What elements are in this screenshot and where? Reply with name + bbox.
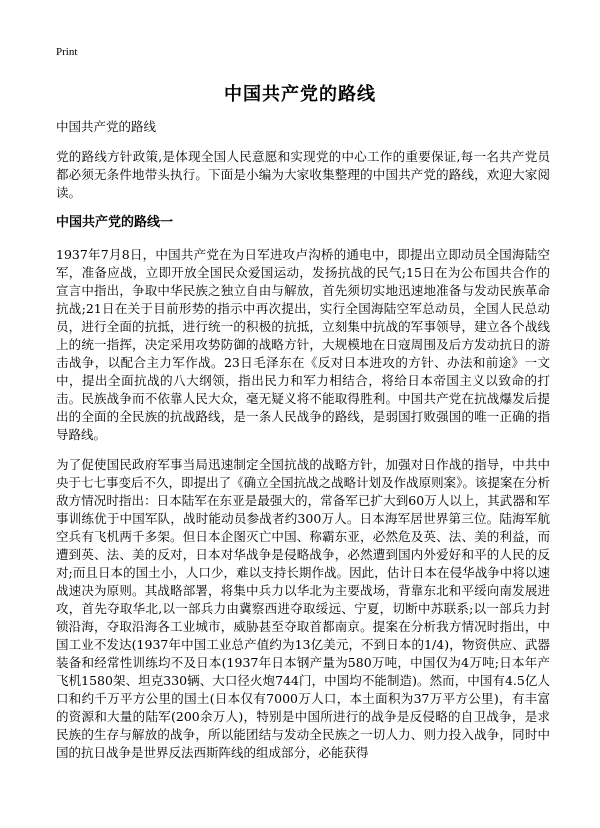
body-paragraph-1: 1937年7月8日，中国共产党在为日军进攻卢沟桥的通电中，即提出立即动员全国海陆空军，准备应战，立即开放全国民众爱国运动，发扬抗战的民气;15日在为公布国共合作的宣言中指出，争取中华民族之独立自由与解放，首先须切实地迅速地准备与发动民族革命抗战;21日在关于目前形势的指示中再次提出，实行全国海陆空军总动员，全国人民总动员，进行全面的抗抵，进行统一的积极的抗抵，立刻集中抗战的军事领导，建立各个战线上的统一指挥，决定采用攻势防御的战略方针，大规模地在日寇周围及后方发动抗日的游击战争，以配合主力军作战。23日毛泽东在《反对日本进攻的方针、办法和前途》一文中，提出全面抗战的八大纲领，指出民力和军力相结合，将给日本帝国主义以致命的打击。民族战争而不依靠人民大众，毫无疑义将不能取得胜利。中国共产党在抗战爆发后提出的全面的全民族的抗战路线，是一条人民战争的路线，是弱国打败强国的唯一正确的指导路线。 [56,247,550,442]
document-body [56,118,550,774]
page-title: 中国共产党的路线 [224,84,376,105]
section-heading: 中国共产党的路线一 [56,215,174,230]
intro-paragraph: 党的路线方针政策,是体现全国人民意愿和实现党的中心工作的重要保证,每一名共产党员都必须无条件地带头执行。下面是小编为大家收集整理的中国共产党的路线，欢迎大家阅读。 [56,149,550,200]
body-paragraph-2: 为了促使国民政府军事当局迅速制定全国抗战的战略方针，加强对日作战的指导，中共中央于七七事变后不久，即提出了《确立全国抗战之战略计划及作战原则案》。该提案在分析敌方情况时指出：日本陆军在东亚是最强大的，常备军已扩大到60万人以上，其武器和军事训练优于中国军队，战时能动员参战者约300万人。日本海军居世界第三位。陆海军航空兵有飞机两千多架。但日本企图灭亡中国、称霸东亚，必然危及英、法、美的利益，而遭到英、法、美的反对，日本对华战争是侵略战争，必然遭到国内外爱好和平的人民的反对;而且日本的国土小，人口少，难以支持长期作战。因此，估计日本在侵华战争中将以速战速决为原则。其战略部署，将集中兵力以华北为主要战场，背靠东北和平绥向南发展进攻，首先夺取华北,以一部兵力由冀察西进夺取绥远、宁夏，切断中苏联系;以一部兵力封锁沿海，夺取沿海各工业城市，威胁甚至夺取首都南京。提案在分析我方情况时指出，中国工业不发达(1937年中国工业总产值约为13亿美元，不到日本的1/4)，物资供应、武器装备和经常性训练均不及日本(1937年日本钢产量为580万吨，中国仅为4万吨;日本年产飞机1580架、坦克330辆、大口径火炮744门，中国均不能制造)。然而，中国有4.5亿人口和约千万平方公里的国土(日本仅有7000万人口，本土面积为37万平方公里)，有丰富的资源和大量的陆军(200余万人)，特别是中国所进行的战争是反侵略的自卫战争，是求民族的生存与解放的战争，所以能团结与发动全民族之一切人力、则力投入战争，同时中国的抗日战争是世界反法西斯阵线的组成部分，必能获得 [56,457,550,760]
print-link[interactable]: Print [56,46,78,58]
document-subtitle: 中国共产党的路线 [56,119,157,134]
